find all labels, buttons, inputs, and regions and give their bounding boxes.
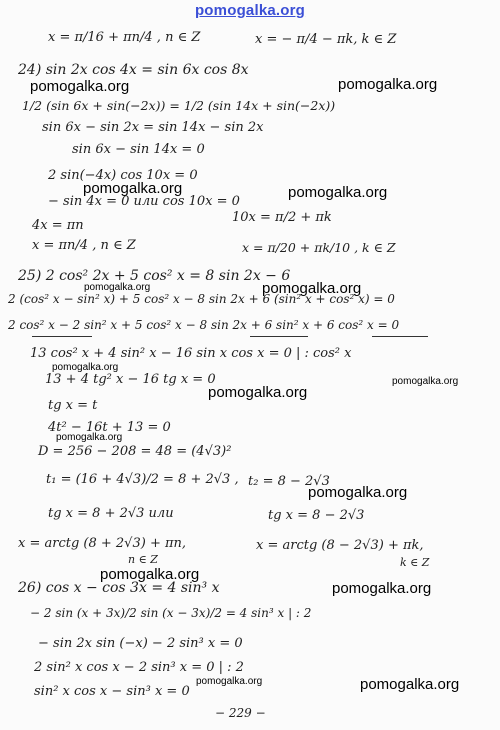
watermark: pomogalka.org xyxy=(288,184,388,201)
solution-line: D = 256 − 208 = 48 = (4√3)² xyxy=(38,444,232,459)
solution-line: 2 sin(−4x) cos 10x = 0 xyxy=(48,168,198,183)
solution-line: 4x = πn xyxy=(32,218,84,233)
solution-line: x = π/20 + πk/10 , k ∈ Z xyxy=(242,240,396,255)
solution-line: 2 (cos² x − sin² x) + 5 cos² x − 8 sin 2x + 6 (sin² x + cos² x) = 0 xyxy=(8,292,395,306)
solution-line: 13 + 4 tg² x − 16 tg x = 0 xyxy=(45,372,216,387)
solution-line: 2 cos² x − 2 sin² x + 5 cos² x − 8 sin 2x + 6 sin² x + 6 cos² x = 0 xyxy=(8,318,400,332)
solution-line: tg x = 8 − 2√3 xyxy=(268,508,365,523)
solution-line: tg x = t xyxy=(48,398,98,413)
watermark: pomogalka.org xyxy=(308,484,408,501)
watermark: pomogalka.org xyxy=(392,376,459,387)
watermark: pomogalka.org xyxy=(84,282,151,293)
solution-line: n ∈ Z xyxy=(128,553,158,566)
solution-line: 13 cos² x + 4 sin² x − 16 sin x cos x = 0 | : cos² x xyxy=(30,346,352,361)
solution-line: 2 sin² x cos x − 2 sin³ x = 0 | : 2 xyxy=(34,660,244,675)
solution-line: − 2 sin (x + 3x)/2 sin (x − 3x)/2 = 4 sin³ x | : 2 xyxy=(30,606,312,620)
watermark: pomogalka.org xyxy=(83,180,183,197)
solution-line: sin² x cos x − sin³ x = 0 xyxy=(34,684,190,699)
solution-line: x = πn/4 , n ∈ Z xyxy=(32,238,136,253)
underline xyxy=(372,336,428,337)
solution-line: − sin 2x sin (−x) − 2 sin³ x = 0 xyxy=(38,636,243,651)
solution-line: x = − π/4 − πk, k ∈ Z xyxy=(255,32,397,47)
solution-line: x = π/16 + πn/4 , n ∈ Z xyxy=(48,30,201,45)
page-number: − 229 − xyxy=(215,706,266,720)
watermark: pomogalka.org xyxy=(100,566,200,583)
watermark: pomogalka.org xyxy=(338,76,438,93)
problem-26-header: 26) cos x − cos 3x = 4 sin³ x xyxy=(18,580,220,596)
problem-24-header: 24) sin 2x cos 4x = sin 6x cos 8x xyxy=(18,62,249,78)
watermark: pomogalka.org xyxy=(332,580,432,597)
solution-line: tg x = 8 + 2√3 или xyxy=(48,506,174,521)
solution-line: x = arctg (8 + 2√3) + πn, xyxy=(18,536,187,551)
watermark: pomogalka.org xyxy=(30,78,130,95)
underline xyxy=(250,336,308,337)
watermark: pomogalka.org xyxy=(208,384,308,401)
solution-line: x = arctg (8 − 2√3) + πk, xyxy=(256,538,424,553)
watermark: pomogalka.org xyxy=(262,280,362,297)
solution-line: k ∈ Z xyxy=(400,556,430,569)
solution-line: 4t² − 16t + 13 = 0 xyxy=(48,420,171,435)
underline xyxy=(32,336,92,337)
watermark: pomogalka.org xyxy=(196,676,263,687)
solution-line: 1/2 (sin 6x + sin(−2x)) = 1/2 (sin 14x + sin(−2x)) xyxy=(22,98,336,113)
solution-line: − sin 4x = 0 или cos 10x = 0 xyxy=(48,194,240,209)
watermark: pomogalka.org xyxy=(360,676,460,693)
watermark: pomogalka.org xyxy=(56,432,123,443)
site-link[interactable]: pomogalka.org xyxy=(194,2,306,19)
problem-25-header: 25) 2 cos² 2x + 5 cos² x = 8 sin 2x − 6 xyxy=(18,268,291,284)
solution-line: t₁ = (16 + 4√3)/2 = 8 + 2√3 , xyxy=(46,472,239,487)
watermark: pomogalka.org xyxy=(52,362,119,373)
solution-line: t₂ = 8 − 2√3 xyxy=(248,474,330,489)
solution-line: sin 6x − sin 14x = 0 xyxy=(72,142,205,157)
solution-line: sin 6x − sin 2x = sin 14x − sin 2x xyxy=(42,120,264,135)
solution-line: 10x = π/2 + πk xyxy=(232,210,332,225)
